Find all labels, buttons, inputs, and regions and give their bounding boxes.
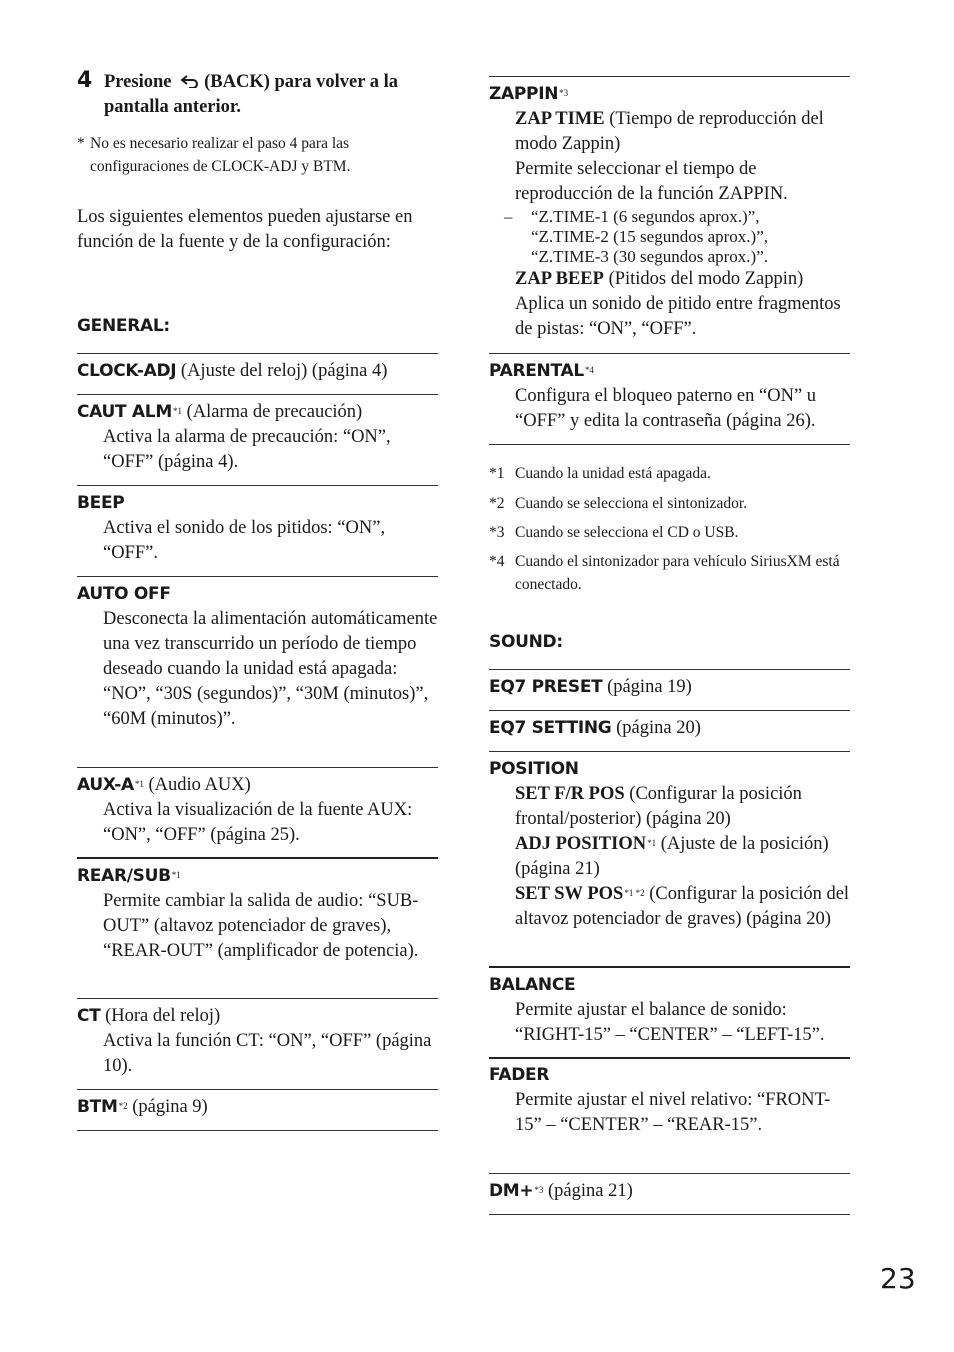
entry-rest: (Alarma de precaución) xyxy=(186,402,363,422)
page-number: 23 xyxy=(880,1262,916,1295)
entry-title: EQ7 PRESET xyxy=(489,677,603,697)
entry-parental xyxy=(489,359,850,434)
footnote-text: Cuando la unidad está apagada. xyxy=(515,465,711,482)
note-text: No es necesario realizar el paso 4 para las configuraciones de CLOCK-ADJ y BTM. xyxy=(90,135,351,175)
entry-title: FADER xyxy=(489,1065,550,1085)
footnote xyxy=(489,550,850,596)
divider xyxy=(77,998,438,999)
entry-description: Configura el bloqueo paterno en “ON” u “OFF” y edita la contraseña (página 26). xyxy=(515,386,817,431)
divider xyxy=(489,353,850,354)
footnote-ref: *1 xyxy=(134,779,144,789)
note-mark: * xyxy=(77,135,85,152)
zap-time-line xyxy=(515,107,850,157)
entry-description: Activa la alarma de precaución: “ON”, “OFF” (página 4). xyxy=(103,427,391,472)
set-fr-rest: (Configurar la posición frontal/posterior) (página 20) xyxy=(515,784,802,829)
entry-balance xyxy=(489,973,850,1048)
footnote-ref: *1 xyxy=(647,838,657,848)
entry-title: CLOCK-ADJ xyxy=(77,361,177,381)
footnote-ref: *1 xyxy=(171,870,181,880)
footnote-mark: *4 xyxy=(489,553,505,570)
divider xyxy=(489,669,850,670)
entry-title: DM+ xyxy=(489,1181,534,1201)
entry-description: Activa el sonido de los pitidos: “ON”, “OFF”. xyxy=(103,518,386,563)
footnote-ref: *3 xyxy=(559,88,569,98)
zap-time-description: Permite seleccionar el tiempo de reproducción de la función ZAPPIN. xyxy=(515,159,788,204)
footnote-ref: *1 xyxy=(172,406,182,416)
divider xyxy=(77,767,438,768)
footnote xyxy=(489,492,850,515)
entry-rear-sub xyxy=(77,864,438,964)
footnote xyxy=(489,521,850,544)
footnote-mark: *3 xyxy=(489,524,505,541)
entry-rest: (Audio AUX) xyxy=(148,775,251,795)
entry-title: CAUT ALM xyxy=(77,402,172,422)
entry-description: Permite ajustar el balance de sonido: “RIGHT-15” – “CENTER” – “LEFT-15”. xyxy=(515,1000,825,1045)
footnote-ref: *4 xyxy=(584,365,594,375)
entry-title: EQ7 SETTING xyxy=(489,718,612,738)
footnote-ref: *2 xyxy=(118,1101,128,1111)
divider xyxy=(489,76,850,77)
entry-ct xyxy=(77,1004,438,1079)
set-fr-label: SET F/R POS xyxy=(515,784,625,804)
entry-fader xyxy=(489,1063,850,1138)
entry-description: Desconecta la alimentación automáticamente una vez transcurrido un período de tiempo deseado cuando la unidad está apagada: “NO”, “30S (segundos)”, “30M (minutos)”, “60M (minutos)”. xyxy=(103,609,438,729)
adj-position xyxy=(515,832,850,882)
entry-description: Activa la función CT: “ON”, “OFF” (página 10). xyxy=(103,1031,432,1076)
adj-label: ADJ POSITION xyxy=(515,834,647,854)
step-text-after: (BACK) para volver a la pantalla anterior. xyxy=(104,72,398,117)
zap-time-option: “Z.TIME-3 (30 segundos aprox.)”. xyxy=(531,247,768,266)
list-dash: – xyxy=(504,207,513,226)
divider xyxy=(489,751,850,752)
entry-rest: (página 9) xyxy=(132,1097,208,1117)
entry-aux-a xyxy=(77,773,438,848)
entry-description: Permite cambiar la salida de audio: “SUB-OUT” (altavoz potenciador de graves), “REAR-OUT” (amplificador de potencia). xyxy=(103,891,419,961)
entry-caut-alm xyxy=(77,400,438,475)
back-arrow-icon xyxy=(180,74,200,88)
entry-dm-plus xyxy=(489,1179,850,1204)
entry-eq7-preset xyxy=(489,675,850,700)
entry-rest: (página 21) xyxy=(548,1181,633,1201)
zap-time-label: ZAP TIME xyxy=(515,109,605,129)
entry-title: BTM xyxy=(77,1097,118,1117)
sound-heading: SOUND: xyxy=(489,632,563,652)
divider xyxy=(77,394,438,395)
step-4 xyxy=(77,70,438,120)
entry-title: BEEP xyxy=(77,493,125,513)
footnote-text: Cuando el sintonizador para vehículo SiriusXM está conectado. xyxy=(515,553,840,593)
entry-title: POSITION xyxy=(489,759,579,779)
entry-auto-off xyxy=(77,582,438,732)
entry-description: Permite ajustar el nivel relativo: “FRONT-15” – “CENTER” – “REAR-15”. xyxy=(515,1090,831,1135)
entry-description: Activa la visualización de la fuente AUX: “ON”, “OFF” (página 25). xyxy=(103,800,413,845)
divider xyxy=(489,966,850,968)
entry-rest: (página 19) xyxy=(607,677,692,697)
set-sw-pos xyxy=(515,882,850,932)
divider xyxy=(489,710,850,711)
zap-beep-rest: (Pitidos del modo Zappin) xyxy=(608,269,804,289)
entry-position xyxy=(489,757,850,932)
divider xyxy=(77,576,438,577)
step-number: 4 xyxy=(77,68,93,93)
entry-title: CT xyxy=(77,1006,101,1026)
footnote-ref: *1 *2 xyxy=(624,888,645,898)
entry-beep xyxy=(77,491,438,566)
zap-beep-line xyxy=(515,267,850,292)
divider xyxy=(77,1130,438,1131)
entry-title: AUTO OFF xyxy=(77,584,171,604)
zap-time-option: “Z.TIME-1 (6 segundos aprox.)”, xyxy=(531,207,760,226)
divider xyxy=(489,1214,850,1215)
divider xyxy=(489,1057,850,1059)
step-text-before: Presione xyxy=(104,72,172,92)
entry-eq7-setting xyxy=(489,716,850,741)
zap-time-option: “Z.TIME-2 (15 segundos aprox.)”, xyxy=(531,227,768,246)
adj-rest: (Ajuste de la posición) (página 21) xyxy=(515,834,829,879)
set-fr-pos xyxy=(515,782,850,832)
step-text xyxy=(104,70,438,120)
intro-paragraph: Los siguientes elementos pueden ajustarse en función de la fuente y de la configuración: xyxy=(77,207,413,252)
sw-label: SET SW POS xyxy=(515,884,624,904)
footnote-mark: *1 xyxy=(489,465,505,482)
entry-title: ZAPPIN xyxy=(489,84,559,104)
footnote-text: Cuando se selecciona el sintonizador. xyxy=(515,495,748,512)
footnote xyxy=(489,462,850,485)
entry-clock-adj xyxy=(77,359,438,384)
zap-time-rest: (Tiempo de reproducción del modo Zappin) xyxy=(515,109,824,154)
step-note xyxy=(77,132,438,178)
footnote-mark: *2 xyxy=(489,495,505,512)
entry-title: BALANCE xyxy=(489,975,576,995)
entry-title: REAR/SUB xyxy=(77,866,171,886)
divider xyxy=(77,485,438,486)
entry-rest: (Ajuste del reloj) (página 4) xyxy=(180,361,388,381)
entry-rest: (Hora del reloj) xyxy=(105,1006,221,1026)
divider xyxy=(489,444,850,445)
sw-rest: (Configurar la posición del altavoz potenciador de graves) (página 20) xyxy=(515,884,850,929)
footnote-ref: *3 xyxy=(534,1185,544,1195)
entry-title: PARENTAL xyxy=(489,361,584,381)
zap-beep-label: ZAP BEEP xyxy=(515,269,604,289)
entry-title: AUX-A xyxy=(77,775,134,795)
general-heading: GENERAL: xyxy=(77,316,170,336)
divider xyxy=(77,1089,438,1090)
divider xyxy=(77,857,438,859)
divider xyxy=(77,353,438,354)
zap-beep-description: Aplica un sonido de pitido entre fragmentos de pistas: “ON”, “OFF”. xyxy=(515,294,841,339)
divider xyxy=(489,1173,850,1174)
footnote-text: Cuando se selecciona el CD o USB. xyxy=(515,524,739,541)
entry-rest: (página 20) xyxy=(616,718,701,738)
entry-zappin xyxy=(489,82,850,342)
zap-time-options xyxy=(504,207,850,267)
entry-btm xyxy=(77,1095,438,1120)
